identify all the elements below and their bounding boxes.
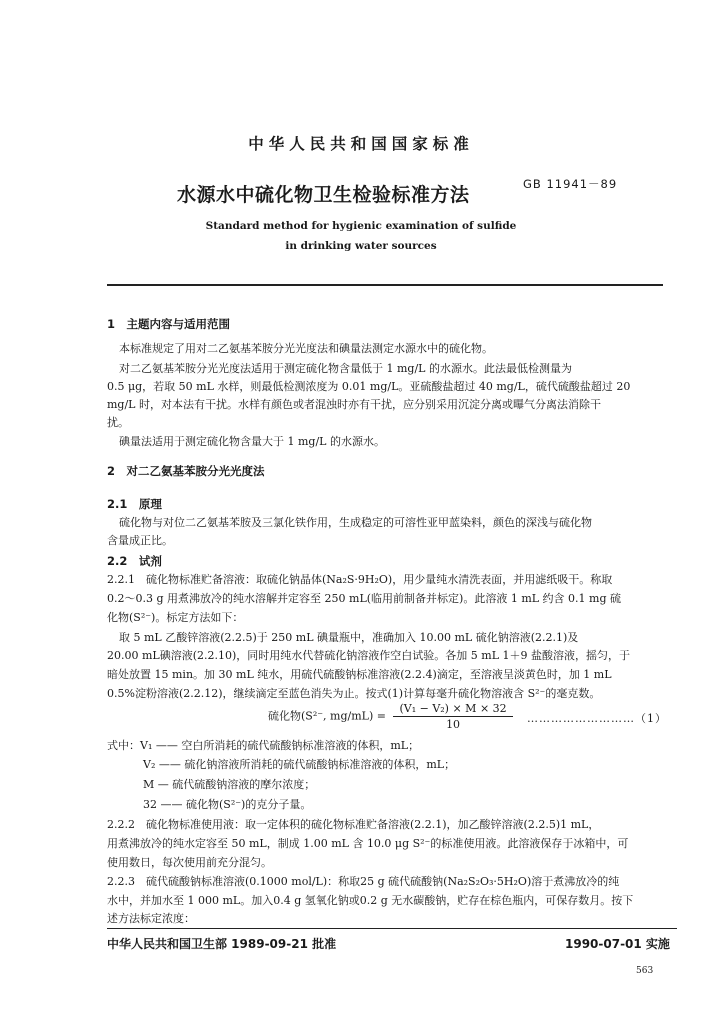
- paragraph-line: 硫化物与对位二乙氨基苯胺及三氯化铁作用，生成稳定的可溶性亚甲蓝染料，颜色的深浅与硫化物: [119, 516, 592, 529]
- header-divider: [107, 284, 663, 286]
- paragraph-line: 含量成正比。: [107, 534, 173, 547]
- national-standard-heading: 中华人民共和国国家标准: [248, 135, 474, 153]
- section-2-1-heading: 2.1 原理: [107, 497, 162, 511]
- paragraph-line: 化物(S²⁻)。标定方法如下：: [107, 611, 244, 624]
- document-title-en-line2: in drinking water sources: [285, 240, 437, 252]
- formula-number: ………………………（1）: [527, 712, 667, 725]
- paragraph-line: 使用数日，每次使用前充分混匀。: [107, 856, 272, 869]
- paragraph-line: 0.5 μg，若取 50 mL 水样，则最低检测浓度为 0.01 mg/L。亚硫酸盐超过 40 mg/L，硫代硫酸盐超过 20: [107, 380, 631, 393]
- paragraph-line: mg/L 时，对本法有干扰。水样有颜色或者混浊时亦有干扰，应分别采用沉淀分离或曝气分离法消除干: [107, 398, 601, 411]
- paragraph-line: 取 5 mL 乙酸锌溶液(2.2.5)于 250 mL 碘量瓶中，准确加入 10.00 mL 硫化钠溶液(2.2.1)及: [119, 631, 579, 644]
- paragraph-line: 对二乙氨基苯胺分光光度法适用于测定硫化物含量低于 1 mg/L 的水源水。此法最低检测量为: [119, 362, 572, 375]
- section-2-2-heading: 2.2 试剂: [107, 554, 162, 568]
- paragraph-line: 20.00 mL碘溶液(2.2.10)，同时用纯水代替硫化钠溶液作空白试验。各加 5 mL 1＋9 盐酸溶液，摇匀，于: [107, 649, 631, 662]
- where-line: V₂ —— 硫化钠溶液所消耗的硫代硫酸钠标准溶液的体积，mL；: [143, 758, 456, 771]
- formula-denominator: 10: [446, 718, 461, 731]
- page-number: 563: [636, 966, 654, 976]
- paragraph-line: 碘量法适用于测定硫化物含量大于 1 mg/L 的水源水。: [119, 435, 385, 448]
- where-line: M — 硫代硫酸钠溶液的摩尔浓度；: [143, 778, 316, 791]
- document-title-en-line1: Standard method for hygienic examination of sulfide: [205, 220, 517, 232]
- where-line: 32 —— 硫化物(S²⁻)的克分子量。: [143, 798, 312, 811]
- document-title-cn: 水源水中硫化物卫生检验标准方法: [177, 184, 470, 206]
- formula-fraction: [393, 702, 512, 731]
- paragraph-line: 本标准规定了用对二乙氨基苯胺分光光度法和碘量法测定水源水中的硫化物。: [119, 342, 493, 355]
- paragraph-line: 扰。: [107, 416, 129, 429]
- formula-numerator: (V₁ − V₂) × M × 32: [393, 702, 512, 717]
- paragraph-line: 2.2.3 硫代硫酸钠标准溶液(0.1000 mol/L)：称取25 g 硫代硫酸钠(Na₂S₂O₃·5H₂O)溶于煮沸放冷的纯: [107, 875, 620, 888]
- approval-info: 中华人民共和国卫生部 1989-09-21 批准: [107, 937, 337, 951]
- paragraph-line: 暗处放置 15 min。加 30 mL 纯水，用硫代硫酸钠标准溶液(2.2.4)滴定，至溶液呈淡黄色时，加 1 mL: [107, 668, 612, 681]
- implementation-date: 1990-07-01 实施: [565, 937, 670, 951]
- paragraph-line: 述方法标定浓度：: [107, 912, 195, 925]
- section-1-heading: 1 主题内容与适用范围: [107, 317, 231, 331]
- where-line: 式中：V₁ —— 空白所消耗的硫代硫酸钠标准溶液的体积，mL；: [107, 739, 420, 752]
- section-2-heading: 2 对二乙氨基苯胺分光光度法: [107, 464, 265, 478]
- paragraph-line: 0.5%淀粉溶液(2.2.12)，继续滴定至蓝色消失为止。按式(1)计算每毫升硫化物溶液含 S²⁻的毫克数。: [107, 687, 601, 700]
- paragraph-line: 水中，并加水至 1 000 mL。加入0.4 g 氢氧化钠或0.2 g 无水碳酸钠，贮存在棕色瓶内，可保存数月。按下: [107, 894, 634, 907]
- paragraph-line: 用煮沸放冷的纯水定容至 50 mL，制成 1.00 mL 含 10.0 μg S²⁻的标准使用液。此溶液保存于冰箱中，可: [107, 837, 629, 850]
- formula-lhs: 硫化物(S²⁻, mg/mL) =: [268, 709, 386, 723]
- formula-1: [268, 702, 513, 731]
- footer-divider: [107, 928, 677, 929]
- paragraph-line: 2.2.1 硫化物标准贮备溶液：取硫化钠晶体(Na₂S·9H₂O)，用少量纯水清洗表面，并用滤纸吸干。称取: [107, 573, 613, 586]
- standard-number: GB 11941－89: [523, 177, 618, 191]
- paragraph-line: 0.2～0.3 g 用煮沸放冷的纯水溶解并定容至 250 mL(临用前制备并标定)。此溶液 1 mL 约含 0.1 mg 硫: [107, 592, 622, 605]
- paragraph-line: 2.2.2 硫化物标准使用液：取一定体积的硫化物标准贮备溶液(2.2.1)，加乙酸锌溶液(2.2.5)1 mL，: [107, 818, 600, 831]
